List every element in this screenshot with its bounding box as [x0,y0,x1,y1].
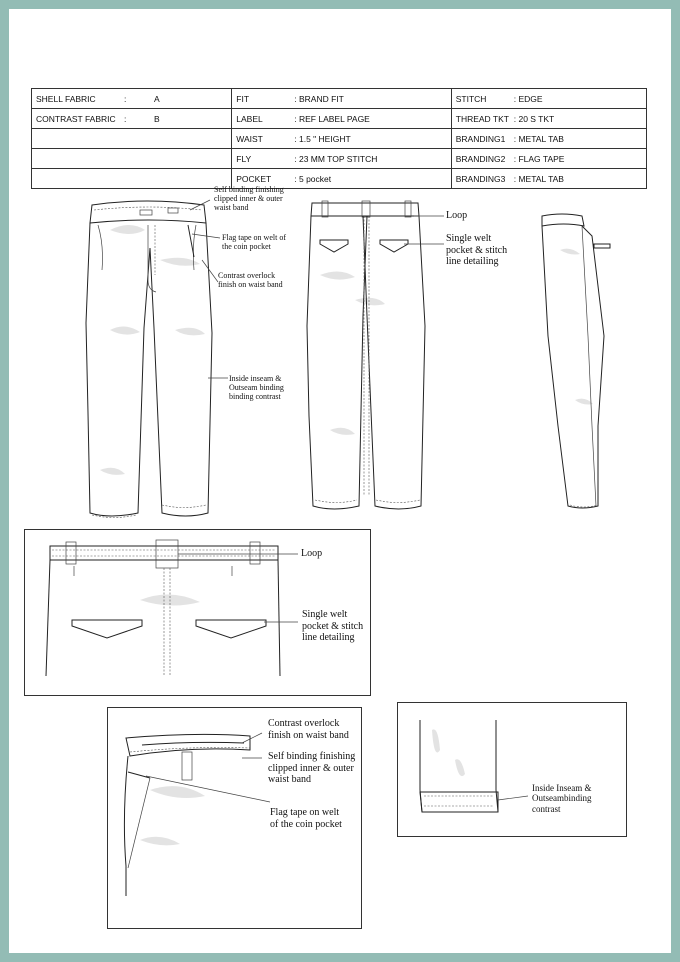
callout-waist-contrast: Contrast overlock finish on waist band [268,718,349,741]
callout-back-loop: Loop [446,210,468,221]
spec-key: BRANDING1 [455,133,506,144]
spec-value: : METAL TAB [513,173,564,184]
spec-value: : REF LABEL PAGE [294,113,370,124]
callout-detail-welt: Single welt pocket & stitch line detailing [302,609,364,643]
callout-waist-binding: Self binding finishing clipped inner & outer waist band [268,751,356,785]
callout-hem-inseam: Inside Inseam & Outseambinding contrast [532,783,592,814]
spec-key: BRANDING3 [455,173,506,184]
spec-value: : EDGE [513,93,543,104]
callout-detail-loop: Loop [301,548,323,559]
spec-value: : METAL TAB [513,133,564,144]
spec-colon: : [124,113,127,124]
spec-key: CONTRAST FABRIC [36,113,116,124]
callout-contrast-overlock: Contrast overlock finish on waist band [218,271,283,290]
callout-self-binding: Self binding finishing clipped inner & outer waist band [214,185,284,213]
spec-key: POCKET [236,173,272,184]
detail-hem-box [397,702,627,837]
spec-value: : 20 S TKT [513,113,555,124]
spec-key: FIT [236,93,250,104]
spec-key: FLY [236,153,252,164]
callout-inseam-binding: Inside inseam & Outseam binding binding contrast [229,374,284,402]
spec-key: LABEL [236,113,263,124]
spec-key: BRANDING2 [455,153,506,164]
spec-value: : FLAG TAPE [513,153,565,164]
spec-key: STITCH [455,93,487,104]
callout-flag-tape: Flag tape on welt of the coin pocket [222,233,286,252]
spec-colon: : [124,93,127,104]
callout-waist-flag: Flag tape on welt of the coin pocket [270,807,342,830]
spec-value: : 23 MM TOP STITCH [294,153,378,164]
front-view-trouser [86,201,212,518]
spec-value: : 1.5 " HEIGHT [294,133,351,144]
spec-value: A [154,93,160,104]
spec-key: THREAD TKT [455,113,509,124]
back-view-trouser [307,201,425,509]
spec-value: : 5 pocket [294,173,332,184]
spec-key: SHELL FABRIC [36,93,96,104]
callout-back-welt: Single welt pocket & stitch line detailing [446,233,508,267]
spec-value: B [154,113,160,124]
spec-value: : BRAND FIT [294,93,344,104]
spec-key: WAIST [236,133,263,144]
side-view-trouser [542,214,610,508]
